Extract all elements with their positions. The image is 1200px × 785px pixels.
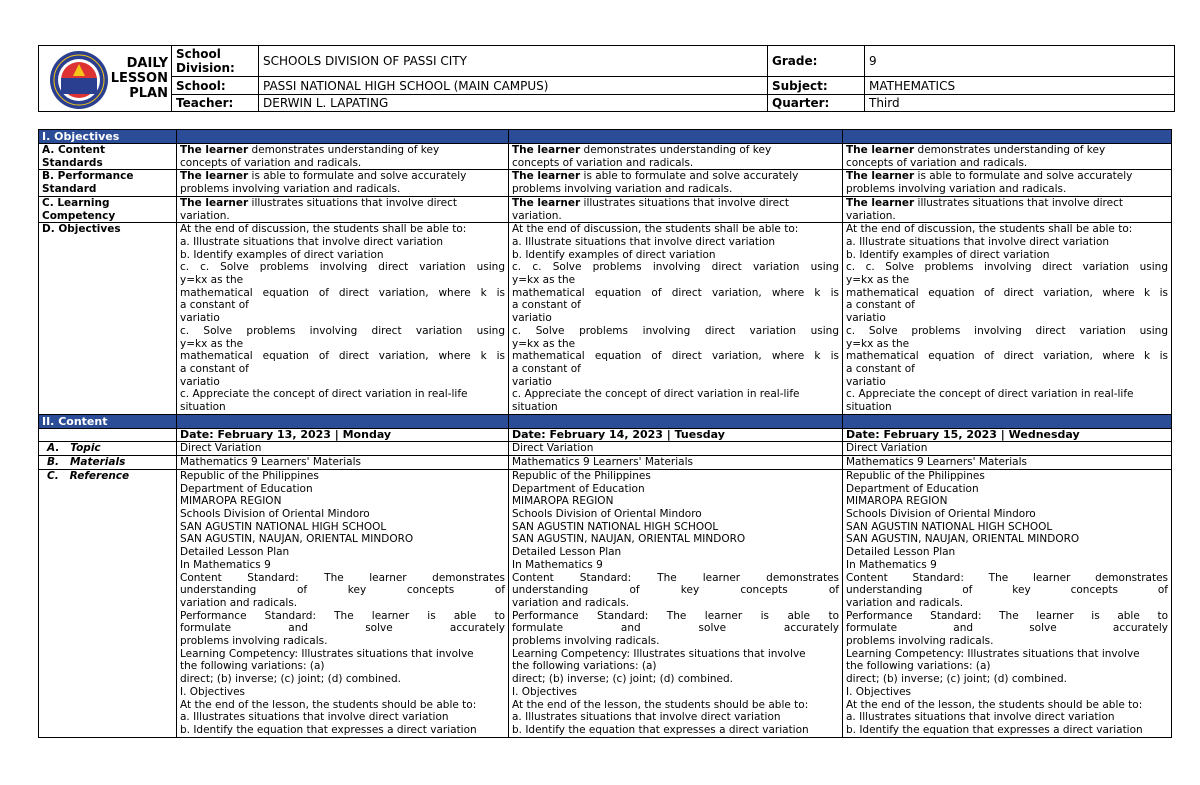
cell-text: is able to formulate and solve accurately (580, 170, 799, 183)
cell-line: SAN AGUSTIN NATIONAL HIGH SCHOOL (180, 520, 387, 533)
cell-line: Department of Education (512, 482, 645, 495)
cell-line (180, 144, 505, 157)
topic-row (39, 442, 1172, 456)
cell-line: problems involving variation and radicals. (180, 183, 401, 196)
performance-standard-row (39, 170, 1172, 196)
cell-line: In Mathematics 9 (846, 558, 937, 571)
cell-line: At the end of discussion, the students shall be able to: (512, 223, 799, 236)
label-line: C. Learning (42, 196, 110, 209)
teacher-label: Teacher: (172, 94, 259, 111)
label-line: Standard (42, 183, 97, 196)
cell-line: Republic of the Philippines (512, 469, 651, 482)
cell-line: Content Standard: The learner demonstrates (512, 571, 839, 584)
learning-competency-cell (177, 196, 509, 222)
cell-line: formulate and solve accurately (180, 622, 505, 635)
cell-line: y=kx as the (512, 337, 576, 350)
cell-line: direct; (b) inverse; (c) joint; (d) combined. (512, 673, 733, 686)
cell-line: problems involving variation and radicals. (512, 183, 733, 196)
cell-line: Republic of the Philippines (846, 469, 985, 482)
cell-line: At the end of discussion, the students shall be able to: (180, 223, 467, 236)
objectives-section-title: I. Objectives (39, 130, 177, 144)
cell-line (180, 170, 505, 183)
content-standard-cell (177, 144, 509, 170)
daily-lesson-plan-title (111, 56, 168, 101)
cell-line (512, 144, 839, 157)
learner-bold: The learner (846, 144, 915, 156)
cell-line (180, 197, 505, 210)
learner-bold: The learner (846, 170, 915, 183)
cell-line: formulate and solve accurately (512, 622, 839, 635)
cell-line: b. Identify examples of direct variation (846, 248, 1050, 261)
cell-line: mathematical equation of direct variation, where k is (180, 286, 505, 299)
cell-line: c. Appreciate the concept of direct variation in real-life (512, 388, 800, 401)
cell-line: Schools Division of Oriental Mindoro (180, 507, 370, 520)
cell-line (846, 144, 1168, 157)
reference-cell (843, 469, 1172, 737)
content-section-row (39, 414, 1172, 428)
cell-line: variation and radicals. (512, 596, 630, 609)
cell-line: Content Standard: The learner demonstrates (180, 571, 505, 584)
date-tuesday: Date: February 14, 2023 | Tuesday (509, 428, 843, 442)
cell-line: a. Illustrates situations that involve direct variation (846, 711, 1115, 724)
dlp-line: DAILY (126, 56, 168, 71)
cell-line: variation. (180, 209, 230, 222)
cell-line: Content Standard: The learner demonstrates (846, 571, 1168, 584)
cell-line: y=kx as the (180, 274, 244, 287)
content-standard-cell (509, 144, 843, 170)
cell-line: Schools Division of Oriental Mindoro (512, 507, 702, 520)
subject-value: MATHEMATICS (865, 77, 1175, 94)
cell-line: variation and radicals. (180, 596, 298, 609)
cell-line: Learning Competency: Illustrates situations that involve (846, 647, 1140, 660)
cell-line (846, 170, 1168, 183)
cell-line: y=kx as the (846, 337, 910, 350)
school-value: PASSI NATIONAL HIGH SCHOOL (MAIN CAMPUS) (259, 77, 768, 94)
cell-line: y=kx as the (512, 274, 576, 287)
cell-line: direct; (b) inverse; (c) joint; (d) combined. (846, 673, 1067, 686)
cell-text: illustrates situations that involve direct (580, 196, 789, 209)
cell-text: is able to formulate and solve accurately (248, 170, 467, 183)
cell-line: Detailed Lesson Plan (180, 546, 290, 559)
lesson-plan-table (38, 129, 1172, 738)
cell-text: illustrates situations that involve direct (248, 196, 457, 209)
cell-line: a constant of (180, 362, 249, 375)
performance-standard-cell (843, 170, 1172, 196)
label-line: Competency (42, 209, 116, 222)
materials-value: Mathematics 9 Learners' Materials (843, 456, 1172, 470)
cell-line: problems involving radicals. (846, 635, 994, 648)
cell-line: mathematical equation of direct variation, where k is (846, 286, 1168, 299)
learner-bold: The learner (846, 196, 915, 209)
cell-line: a. Illustrates situations that involve direct variation (180, 711, 449, 724)
cell-line: situation (180, 401, 226, 414)
cell-line: the following variations: (a) (846, 660, 991, 673)
content-standards-row (39, 144, 1172, 170)
cell-line: mathematical equation of direct variation, where k is (180, 350, 505, 363)
cell-line: a. Illustrate situations that involve direct variation (512, 235, 776, 248)
topic-value: Direct Variation (843, 442, 1172, 456)
cell-line: c. c. Solve problems involving direct variation using (180, 261, 505, 274)
cell-line: understanding of key concepts of (512, 584, 839, 597)
cell-line: mathematical equation of direct variation, where k is (846, 350, 1168, 363)
materials-label: B. Materials (39, 456, 177, 470)
cell-line: I. Objectives (846, 685, 912, 698)
learner-bold: The learner (512, 144, 581, 156)
cell-line: Department of Education (180, 482, 313, 495)
cell-line: MIMAROPA REGION (512, 495, 614, 508)
cell-text: demonstrates understanding of key (580, 144, 772, 156)
cell-line: c. Solve problems involving direct variation using (512, 324, 839, 337)
cell-line: Learning Competency: Illustrates situations that involve (180, 647, 474, 660)
cell-line: understanding of key concepts of (846, 584, 1168, 597)
cell-line: a constant of (512, 299, 581, 312)
content-section-title: II. Content (39, 414, 177, 428)
cell-line: Performance Standard: The learner is able to (846, 609, 1168, 622)
cell-line: MIMAROPA REGION (180, 495, 282, 508)
objectives-cell (509, 223, 843, 415)
topic-value: Direct Variation (509, 442, 843, 456)
topic-label: A. Topic (39, 442, 177, 456)
reference-row (39, 469, 1172, 737)
performance-standard-label (39, 170, 177, 196)
cell-line: mathematical equation of direct variation, where k is (512, 286, 839, 299)
cell-line: Performance Standard: The learner is able to (512, 609, 839, 622)
cell-line: a constant of (846, 299, 915, 312)
materials-row (39, 456, 1172, 470)
dlp-line: PLAN (129, 86, 168, 101)
cell-line: b. Identify examples of direct variation (512, 248, 716, 261)
cell-line: At the end of the lesson, the students should be able to: (512, 698, 809, 711)
grade-value: 9 (865, 46, 1175, 77)
objectives-row (39, 223, 1172, 415)
school-label: School: (172, 77, 259, 94)
cell-line: formulate and solve accurately (846, 622, 1168, 635)
cell-line: a constant of (180, 299, 249, 312)
deped-seal-icon (49, 50, 109, 110)
objectives-section-row (39, 130, 1172, 144)
learner-bold: The learner (180, 144, 249, 156)
cell-line: c. c. Solve problems involving direct variation using (512, 261, 839, 274)
cell-text: demonstrates understanding of key (248, 144, 440, 156)
label-line: Standards (42, 156, 103, 169)
content-standards-label (39, 144, 177, 170)
cell-line: c. Solve problems involving direct variation using (846, 324, 1168, 337)
quarter-label: Quarter: (768, 94, 865, 111)
cell-line: Republic of the Philippines (180, 469, 319, 482)
cell-line: b. Identify the equation that expresses a direct variation (512, 723, 809, 736)
performance-standard-cell (177, 170, 509, 196)
reference-cell (177, 469, 509, 737)
cell-line: y=kx as the (846, 274, 910, 287)
cell-line: concepts of variation and radicals. (180, 156, 362, 169)
cell-line: Department of Education (846, 482, 979, 495)
topic-value: Direct Variation (177, 442, 509, 456)
cell-line: variatio (180, 375, 220, 388)
cell-line: c. c. Solve problems involving direct variation using (846, 261, 1168, 274)
cell-line: At the end of discussion, the students shall be able to: (846, 223, 1133, 236)
cell-line: Detailed Lesson Plan (846, 546, 956, 559)
performance-standard-cell (509, 170, 843, 196)
learning-competency-row (39, 196, 1172, 222)
grade-label: Grade: (768, 46, 865, 77)
cell-line: variatio (512, 312, 552, 325)
cell-line: direct; (b) inverse; (c) joint; (d) combined. (180, 673, 401, 686)
cell-line: concepts of variation and radicals. (846, 156, 1028, 169)
cell-line: c. Appreciate the concept of direct variation in real-life (846, 388, 1134, 401)
label-line: A. Content (42, 144, 105, 156)
cell-line (846, 197, 1168, 210)
cell-line: a constant of (512, 362, 581, 375)
school-division-value: SCHOOLS DIVISION OF PASSI CITY (259, 46, 768, 77)
cell-line: variatio (180, 312, 220, 325)
cell-line (512, 197, 839, 210)
cell-text: demonstrates understanding of key (914, 144, 1106, 156)
cell-line: a. Illustrate situations that involve direct variation (846, 235, 1110, 248)
cell-line: c. Solve problems involving direct variation using (180, 324, 505, 337)
subject-label: Subject: (768, 77, 865, 94)
objectives-cell (843, 223, 1172, 415)
learner-bold: The learner (180, 196, 249, 209)
cell-line: b. Identify the equation that expresses a direct variation (846, 723, 1143, 736)
learner-bold: The learner (512, 170, 581, 183)
learning-competency-cell (509, 196, 843, 222)
learner-bold: The learner (180, 170, 249, 183)
cell-line: I. Objectives (180, 685, 246, 698)
cell-line: SAN AGUSTIN NATIONAL HIGH SCHOOL (512, 520, 719, 533)
cell-line: a constant of (846, 362, 915, 375)
cell-line: understanding of key concepts of (180, 584, 505, 597)
cell-line: the following variations: (a) (180, 660, 325, 673)
cell-line: variatio (512, 375, 552, 388)
cell-text: is able to formulate and solve accurately (914, 170, 1133, 183)
cell-line: variation. (846, 209, 896, 222)
learner-bold: The learner (512, 196, 581, 209)
cell-line: At the end of the lesson, the students should be able to: (180, 698, 477, 711)
label-line: B. Performance (42, 170, 134, 183)
teacher-value: DERWIN L. LAPATING (259, 94, 768, 111)
school-division-label: School Division: (172, 46, 259, 77)
date-monday: Date: February 13, 2023 | Monday (177, 428, 509, 442)
cell-line: c. Appreciate the concept of direct variation in real-life (180, 388, 468, 401)
quarter-value: Third (865, 94, 1175, 111)
cell-line: variatio (846, 312, 886, 325)
cell-line: concepts of variation and radicals. (512, 156, 694, 169)
cell-line: Performance Standard: The learner is able to (180, 609, 505, 622)
cell-line: problems involving radicals. (180, 635, 328, 648)
cell-line: In Mathematics 9 (512, 558, 603, 571)
materials-value: Mathematics 9 Learners' Materials (509, 456, 843, 470)
cell-line: In Mathematics 9 (180, 558, 271, 571)
header-table (38, 45, 1175, 112)
cell-line: situation (846, 401, 892, 414)
cell-text: illustrates situations that involve direct (914, 196, 1123, 209)
cell-line: mathematical equation of direct variation, where k is (512, 350, 839, 363)
learning-competency-cell (843, 196, 1172, 222)
dlp-line: LESSON (110, 71, 168, 86)
cell-line: Detailed Lesson Plan (512, 546, 622, 559)
cell-line: At the end of the lesson, the students should be able to: (846, 698, 1143, 711)
cell-line: SAN AGUSTIN, NAUJAN, ORIENTAL MINDORO (180, 533, 414, 546)
cell-line: a. Illustrate situations that involve direct variation (180, 235, 444, 248)
cell-line: Learning Competency: Illustrates situations that involve (512, 647, 806, 660)
cell-line: SAN AGUSTIN, NAUJAN, ORIENTAL MINDORO (846, 533, 1080, 546)
objectives-label: D. Objectives (39, 223, 177, 415)
cell-line: SAN AGUSTIN NATIONAL HIGH SCHOOL (846, 520, 1053, 533)
cell-line: I. Objectives (512, 685, 578, 698)
cell-line: variation. (512, 209, 562, 222)
logo-cell (39, 46, 172, 112)
reference-cell (509, 469, 843, 737)
content-standard-cell (843, 144, 1172, 170)
cell-line: MIMAROPA REGION (846, 495, 948, 508)
cell-line: SAN AGUSTIN, NAUJAN, ORIENTAL MINDORO (512, 533, 746, 546)
reference-label: C. Reference (39, 469, 177, 737)
cell-line: situation (512, 401, 558, 414)
date-wednesday: Date: February 15, 2023 | Wednesday (843, 428, 1172, 442)
objectives-cell (177, 223, 509, 415)
cell-line: b. Identify the equation that expresses a direct variation (180, 723, 477, 736)
cell-line: problems involving radicals. (512, 635, 660, 648)
cell-line: y=kx as the (180, 337, 244, 350)
cell-line (512, 170, 839, 183)
cell-line: variation and radicals. (846, 596, 964, 609)
materials-value: Mathematics 9 Learners' Materials (177, 456, 509, 470)
date-row (39, 428, 1172, 442)
learning-competency-label (39, 196, 177, 222)
cell-line: variatio (846, 375, 886, 388)
cell-line: a. Illustrates situations that involve direct variation (512, 711, 781, 724)
cell-line: Schools Division of Oriental Mindoro (846, 507, 1036, 520)
cell-line: problems involving variation and radicals. (846, 183, 1067, 196)
cell-line: the following variations: (a) (512, 660, 657, 673)
cell-line: b. Identify examples of direct variation (180, 248, 384, 261)
